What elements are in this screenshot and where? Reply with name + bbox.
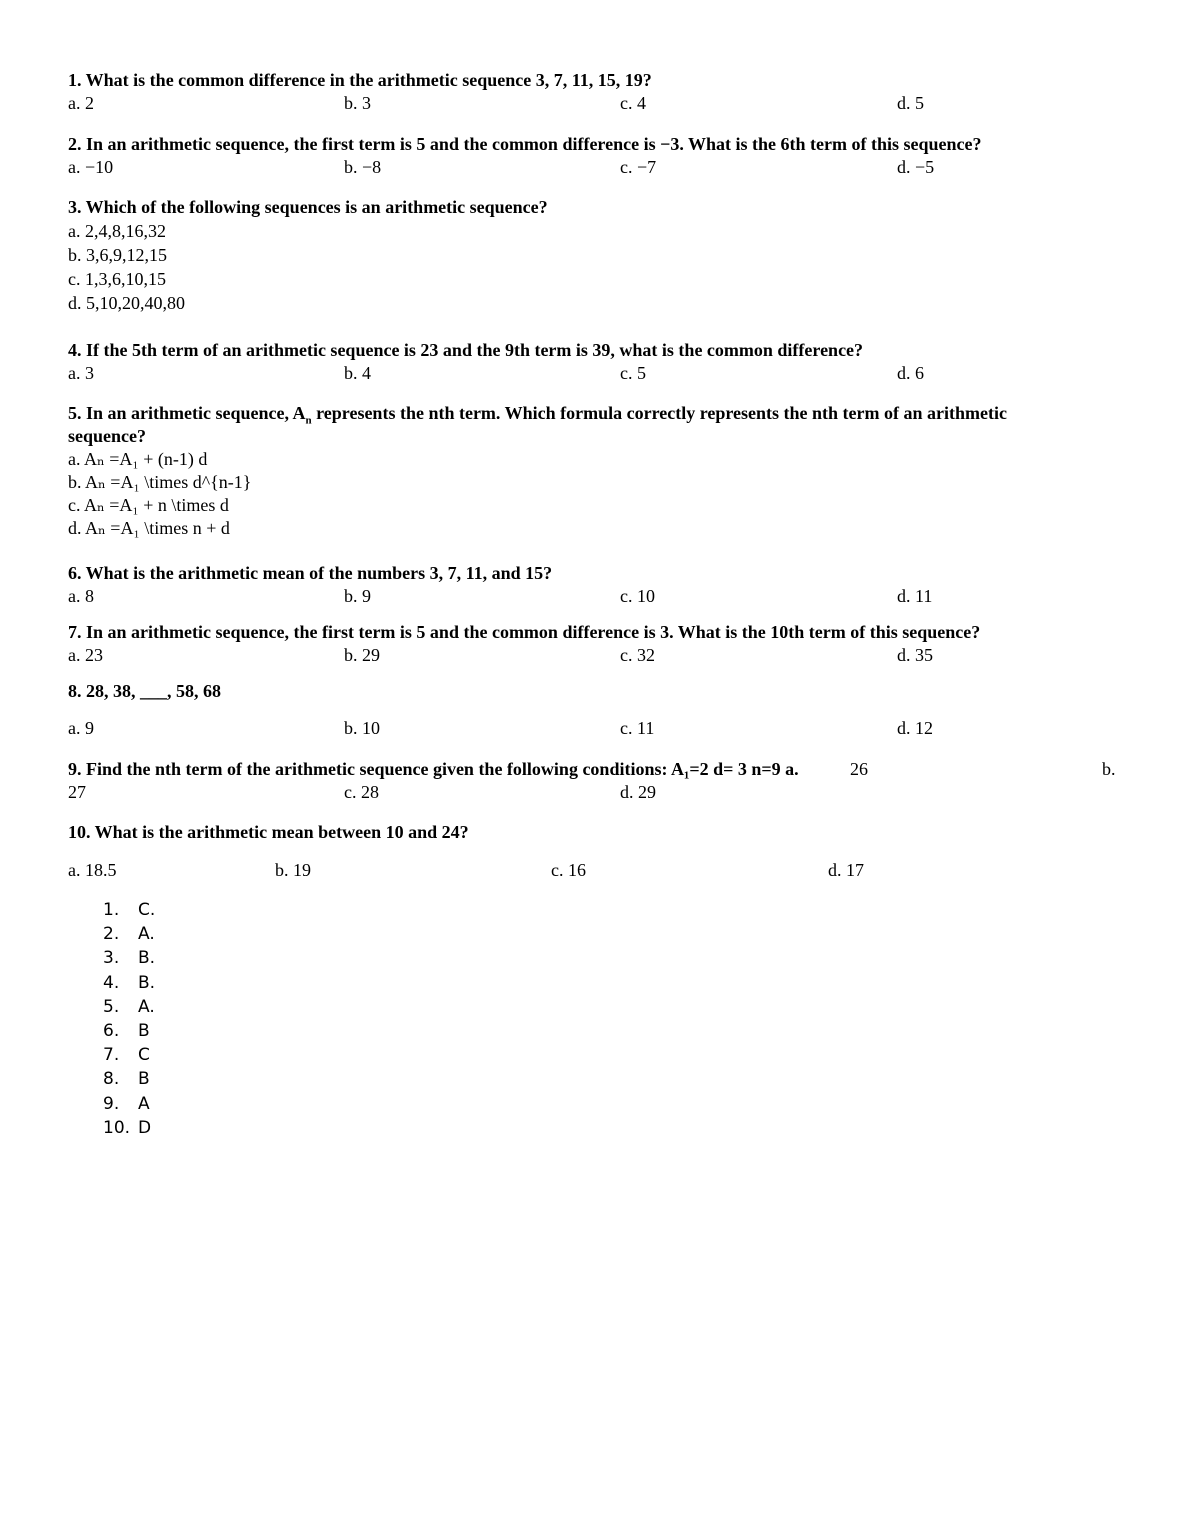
question-text: 8. 28, 38, ___, 58, 68 [68,681,221,701]
question-text: 10. What is the arithmetic mean between 10 and 24? [68,822,469,842]
question-text: 1. What is the common difference in the arithmetic sequence 3, 7, 11, 15, 19? [68,70,652,90]
option-d: d. 11 [897,586,933,606]
question-text-continued: sequence? [68,426,146,446]
options-row [68,156,1148,179]
option-d: d. 17 [828,860,864,880]
question-text: 4. If the 5th term of an arithmetic sequence is 23 and the 9th term is 39, what is the common difference? [68,340,864,360]
option-d: d. 12 [897,718,933,738]
option-d: d. 5 [897,93,924,113]
answer-item: 6. B [103,1021,150,1042]
question-7 [68,621,1148,667]
option-a: a. 23 [68,645,103,665]
option-c: c. 4 [620,93,646,113]
options-row [68,585,1148,608]
options-row [68,92,1148,115]
question-1 [68,69,1148,115]
question-9 [68,758,1148,804]
question-text: 9. Find the nth term of the arithmetic sequence given the following conditions: A₁=2 d= 3 n=9 a. [68,759,799,779]
answer-item: 7. C [103,1045,150,1066]
question-text: 2. In an arithmetic sequence, the first term is 5 and the common difference is −3. What is the 6th term of this sequence? [68,134,982,154]
option-b: b. 10 [344,718,380,738]
option-a: a. 18.5 [68,860,117,880]
answer-item: 5. A. [103,996,155,1017]
option-b: b. 3 [344,93,371,113]
option-c: c. Aₙ =A₁ + n \times d [68,495,229,515]
question-5 [68,402,1148,540]
option-c: c. 28 [344,782,379,802]
option-c: c. 10 [620,586,655,606]
option-b: b. Aₙ =A₁ \times d^{n-1} [68,472,252,492]
option-a: a. 2,4,8,16,32 [68,221,166,241]
option-d: d. −5 [897,157,935,177]
options-row [68,362,1148,385]
option-c: c. 1,3,6,10,15 [68,269,166,289]
option-c: c. 5 [620,363,646,383]
question-3 [68,196,1148,315]
answer-item: 1. C. [103,900,156,920]
option-a: a. −10 [68,157,114,177]
options-row [68,859,1148,882]
option-c: c. 16 [551,860,586,880]
question-4 [68,339,1148,385]
option-c: c. 11 [620,718,655,738]
option-d: d. 6 [897,363,924,383]
option-b: b. 29 [344,645,380,665]
option-b: b. 9 [344,586,371,606]
option-b-label: b. [1102,759,1116,779]
option-a: a. 9 [68,718,94,738]
option-a: a. 3 [68,363,94,383]
option-b: b. 3,6,9,12,15 [68,245,167,265]
answer-key-list [103,898,155,1140]
question-6 [68,562,1148,608]
options-row [68,644,1148,667]
option-b-value: 27 [68,782,86,802]
option-d: d. 5,10,20,40,80 [68,293,185,313]
option-d: d. Aₙ =A₁ \times n + d [68,518,230,538]
options-row [68,717,1148,740]
answer-item: 3. B. [103,948,156,969]
option-c: c. −7 [620,157,657,177]
answer-item: 10. D [103,1117,152,1138]
option-a-value: 26 [850,759,868,779]
question-text: 5. In an arithmetic sequence, $A_n$ represents the nth term. Which formula correctly represents the nth term of an arithmetic [68,403,1007,427]
question-text: 3. Which of the following sequences is an arithmetic sequence? [68,197,548,217]
option-a: a. Aₙ =A₁ + (n-1) d [68,449,208,469]
question-line [68,758,1148,781]
answer-item: 9. A [103,1093,150,1114]
answer-item: 2. A. [103,924,155,945]
question-10 [68,821,1148,882]
option-a: a. 2 [68,93,94,113]
answer-item: 8. B [103,1069,150,1090]
question-text: 7. In an arithmetic sequence, the first term is 5 and the common difference is 3. What is the 10th term of this sequence? [68,622,981,642]
option-b: b. 19 [275,860,311,880]
option-b: b. 4 [344,363,371,383]
answer-item: 4. B. [103,972,156,993]
option-b: b. −8 [344,157,382,177]
option-d: d. 35 [897,645,933,665]
question-8 [68,680,1148,740]
option-d: d. 29 [620,782,656,802]
options-row [68,781,1148,804]
question-2 [68,133,1148,179]
option-c: c. 32 [620,645,655,665]
option-a: a. 8 [68,586,94,606]
question-text: 6. What is the arithmetic mean of the numbers 3, 7, 11, and 15? [68,563,553,583]
